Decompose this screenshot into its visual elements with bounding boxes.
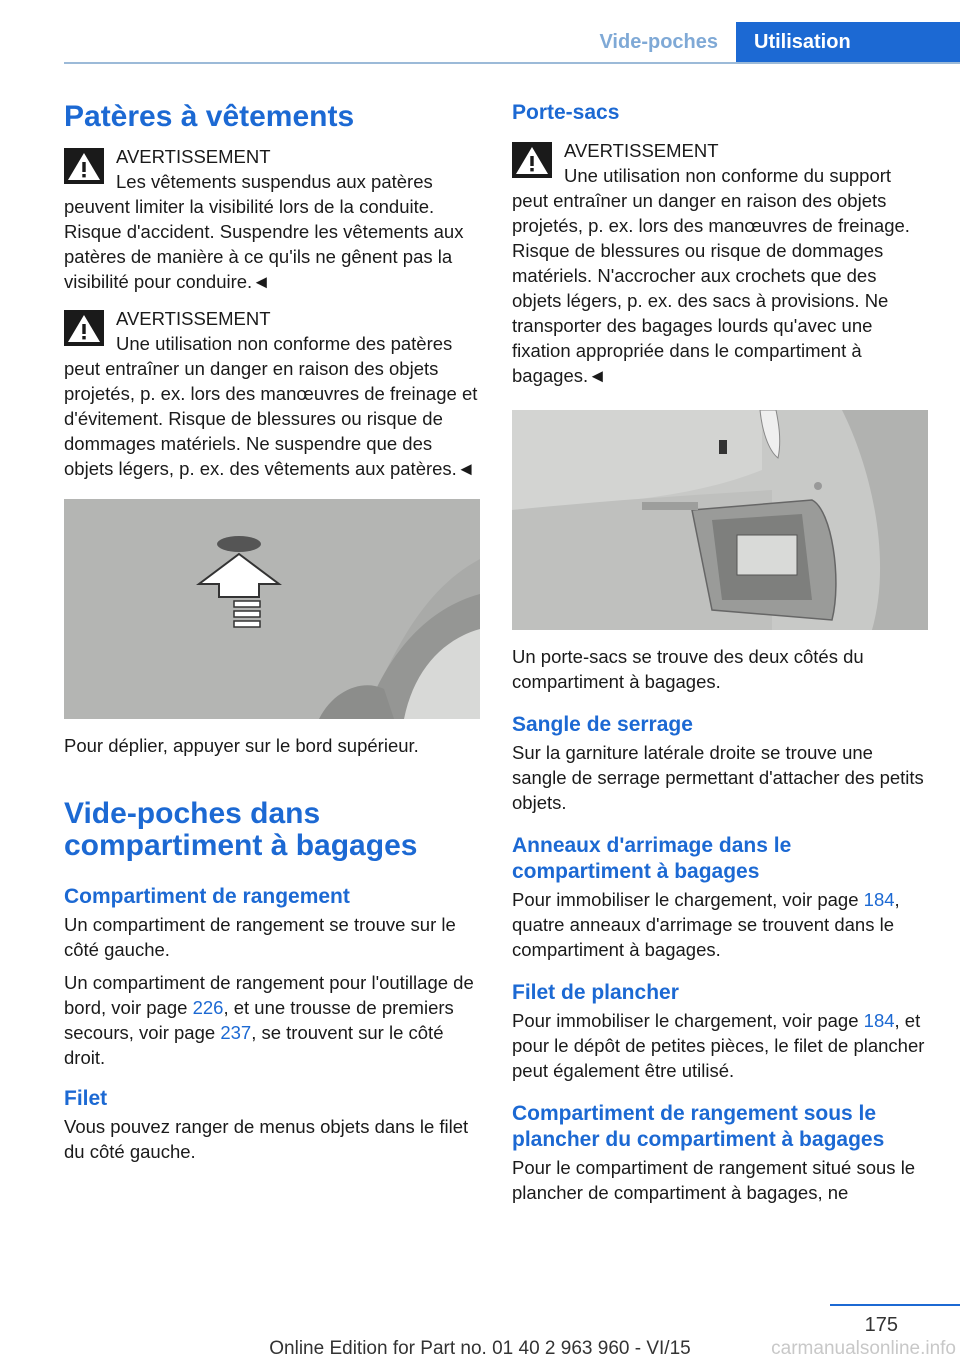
footer-rule [830, 1304, 960, 1306]
text-sangle: Sur la garniture latérale droite se trouve une sangle de serrage permettant d'attacher des petits objets. [512, 742, 924, 813]
warning-icon [64, 310, 104, 346]
page-number: 175 [864, 1314, 898, 1336]
warning-block-1 [64, 144, 480, 294]
heading-compartiment: Compartiment de rangement [64, 885, 350, 908]
header-rule [64, 62, 960, 64]
text-filet: Vous pouvez ranger de menus objets dans le filet du côté gauche. [64, 1116, 469, 1162]
page-ref-184[interactable]: 184 [863, 1010, 895, 1031]
caption-pateres: Pour déplier, appuyer sur le bord supérieur. [64, 735, 419, 756]
coat-hook-photo [64, 499, 480, 719]
warning-icon [64, 148, 104, 184]
warning-title: AVERTISSEMENT [116, 308, 271, 329]
title-pateres: Patères à vêtements [64, 100, 355, 133]
page-ref-184[interactable]: 184 [863, 889, 895, 910]
text-fragment: , quatre anneaux d'arrimage se trouvent dans le compartiment à bagages. [512, 889, 900, 960]
footer-edition-note: Online Edition for Part no. 01 40 2 963 960 - VI/15 [269, 1338, 691, 1359]
text-fragment: , et une trousse de premiers secours, voir page [64, 997, 454, 1043]
warning-block-3 [512, 138, 928, 388]
warning-block-2 [64, 306, 480, 481]
heading-anneaux: Anneaux d'arrimage dans le compartiment à bagages [512, 834, 792, 883]
watermark: carmanualsonline.info [771, 1338, 956, 1359]
page-ref-226[interactable]: 226 [192, 997, 224, 1018]
heading-porte-sacs: Porte-sacs [512, 101, 620, 124]
text-anneaux [512, 887, 928, 962]
header-breadcrumb: Vide-poches [599, 30, 718, 53]
text-fragment: , et pour le dépôt de petites pièces, le filet de plancher peut également être utilisé. [512, 1010, 925, 1081]
text-compartiment-1: Un compartiment de rangement se trouve sur le côté gauche. [64, 914, 456, 960]
left-column [64, 100, 480, 1172]
warning-icon [512, 142, 552, 178]
warning-text: peuvent limiter la visibilité lors de la conduite. Risque d'accident. Suspendre les vêtements aux patères de manière à ce qu'ils ne gênent pas la visibilité pour conduire.◄ [64, 196, 464, 292]
text-fragment: Un compartiment de rangement pour l'outillage de bord, voir page [64, 972, 474, 1018]
heading-filet-plancher: Filet de plancher [512, 981, 679, 1004]
title-vide-poches: Vide-poches dans compartiment à bagages [64, 797, 418, 862]
warning-lead: Une utilisation non conforme du support [564, 165, 892, 186]
warning-lead: Une utilisation non conforme des patères [116, 333, 453, 354]
warning-text: peut entraîner un danger en raison des objets projetés, p. ex. lors des manœuvres de freinage et d'évitement. Risque de blessures ou risque de dommages matériels. Ne suspendre que des objets légers, p. ex. des vêtements aux patères.◄ [64, 358, 478, 479]
header-section-tab: Utilisation [736, 22, 960, 62]
text-fragment: , se trouvent sur le côté droit. [64, 1022, 444, 1068]
warning-lead: Les vêtements suspendus aux patères [116, 171, 433, 192]
text-compartiment-2 [64, 970, 480, 1070]
warning-text: peut entraîner un danger en raison des objets projetés, p. ex. lors des manœuvres de freinage. Risque de blessures ou risque de dommages matériels. N'accrocher aux crochets que des objets légers, p. ex. des sacs à provisions. Ne transporter des bagages lourds qu'avec une fixation appropriée dans le compartiment à bagages.◄ [512, 190, 910, 386]
heading-sangle: Sangle de serrage [512, 713, 693, 736]
text-filet-plancher [512, 1008, 928, 1083]
heading-filet: Filet [64, 1087, 108, 1110]
warning-title: AVERTISSEMENT [564, 140, 719, 161]
text-sous-plancher: Pour le compartiment de rangement situé sous le plancher de compartiment à bagages, ne [512, 1157, 916, 1203]
warning-title: AVERTISSEMENT [116, 146, 271, 167]
text-fragment: Pour immobiliser le chargement, voir page [512, 1010, 864, 1031]
heading-sous-plancher: Compartiment de rangement sous le plancher du compartiment à bagages [512, 1102, 885, 1151]
right-column [512, 100, 928, 1213]
caption-porte-sacs: Un porte-sacs se trouve des deux côtés du compartiment à bagages. [512, 646, 864, 692]
page-ref-237[interactable]: 237 [220, 1022, 252, 1043]
text-fragment: Pour immobiliser le chargement, voir page [512, 889, 864, 910]
bag-hook-photo [512, 410, 928, 630]
